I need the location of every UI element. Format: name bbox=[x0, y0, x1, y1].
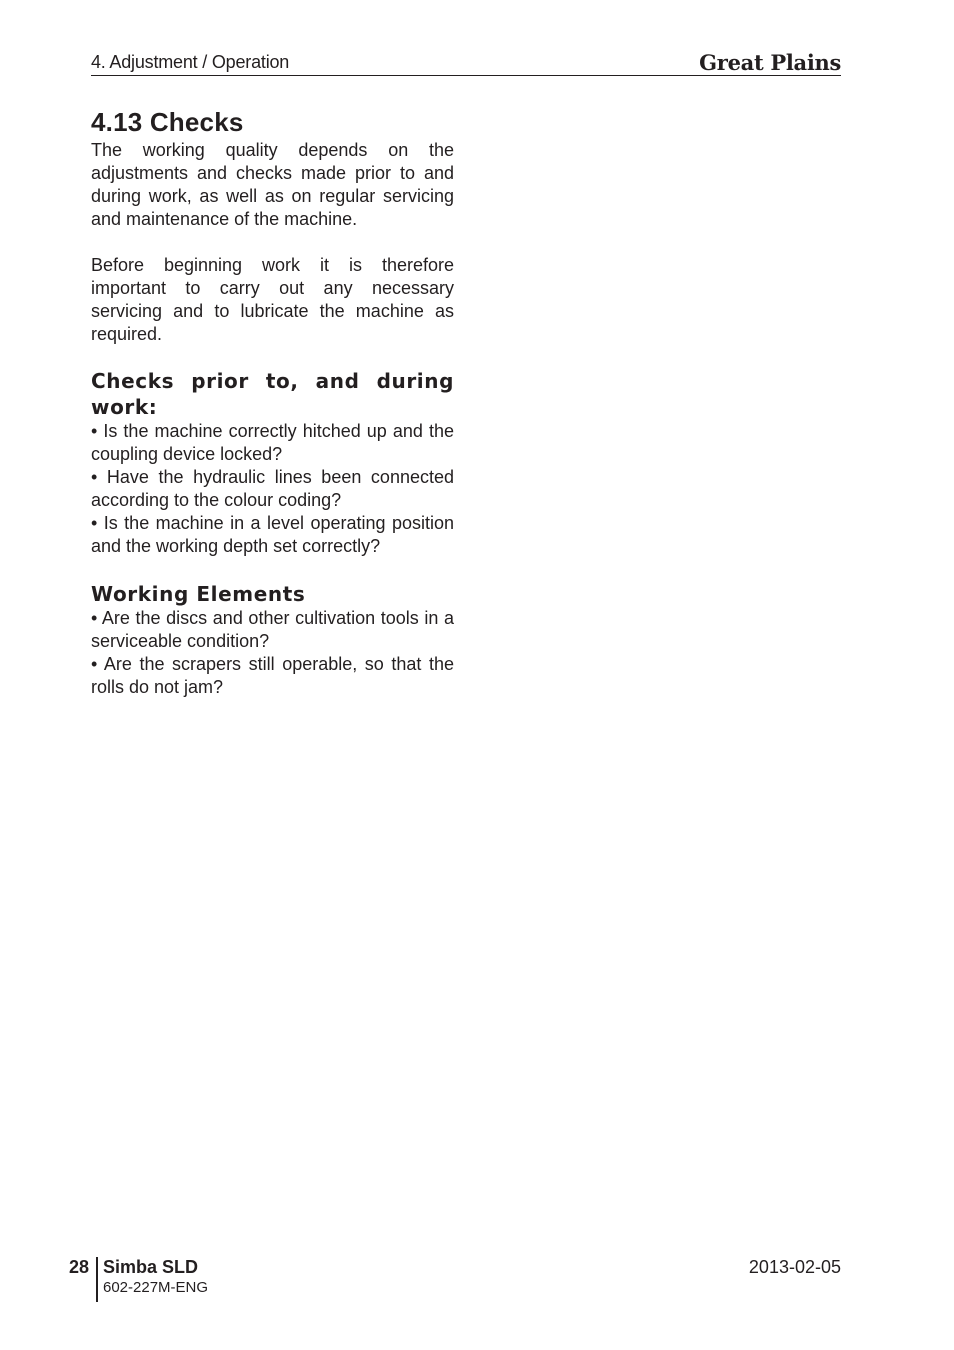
main-content bbox=[91, 105, 454, 699]
checklist-item: • Is the machine correctly hitched up and the coupling device locked? bbox=[91, 421, 454, 464]
intro-paragraph: The working quality depends on the adjustments and checks made prior to and during work, as well as on regular servicing and maintenance of the machine. bbox=[91, 140, 454, 229]
checklist-item: • Have the hydraulic lines been connected according to the colour coding? bbox=[91, 467, 454, 510]
intro-paragraph: Before beginning work it is therefore important to carry out any necessary servicing and to lubricate the machine as required. bbox=[91, 255, 454, 344]
brand-logo: Great Plains bbox=[699, 50, 841, 75]
page-number: 28 bbox=[69, 1257, 90, 1277]
checklist-item: • Is the machine in a level operating position and the working depth set correctly? bbox=[91, 513, 454, 556]
checklist-item: • Are the discs and other cultivation tools in a serviceable condition? bbox=[91, 608, 454, 651]
section-title: 4.13 Checks bbox=[91, 107, 244, 137]
footer-model: Simba SLD bbox=[103, 1257, 199, 1277]
footer-date: 2013-02-05 bbox=[748, 1257, 841, 1277]
footer-divider bbox=[96, 1257, 98, 1302]
section-breadcrumb: 4. Adjustment / Operation bbox=[91, 52, 290, 72]
checklist bbox=[91, 607, 454, 699]
checklist-item: • Are the scrapers still operable, so that the rolls do not jam? bbox=[91, 654, 454, 697]
page-header bbox=[91, 50, 841, 76]
footer-doc-code: 602-227M-ENG bbox=[103, 1279, 209, 1296]
subsection-title: Working Elements bbox=[91, 582, 306, 606]
subsection-title: Checks prior to, and during work: bbox=[91, 369, 454, 419]
checklist bbox=[91, 420, 454, 558]
